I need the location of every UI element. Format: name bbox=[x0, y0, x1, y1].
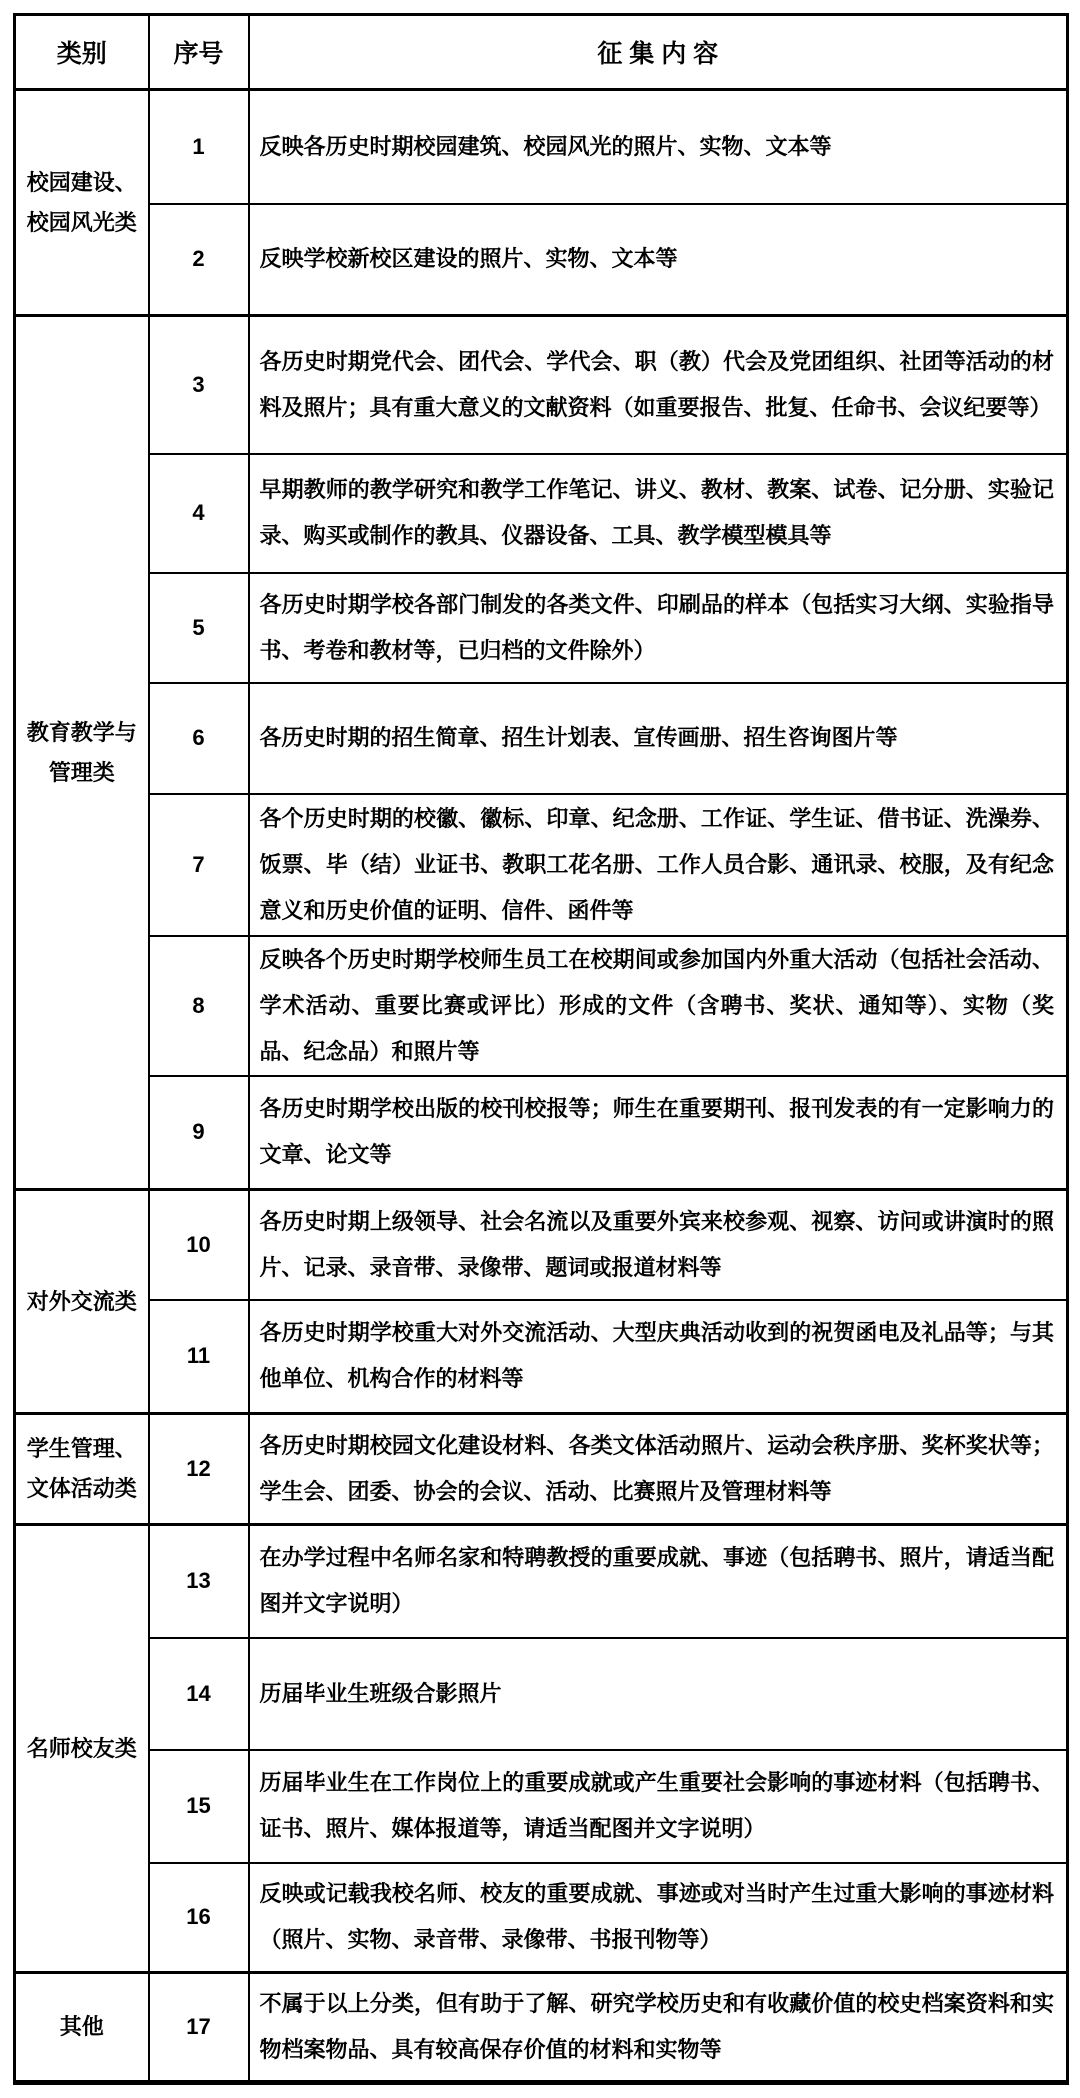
content-cell: 各历史时期学校各部门制发的各类文件、印刷品的样本（包括实习大纲、实验指导书、考卷和教材等，已归档的文件除外） bbox=[249, 573, 1068, 683]
content-cell: 各个历史时期的校徽、徽标、印章、纪念册、工作证、学生证、借书证、洗澡券、饭票、毕（结）业证书、教职工花名册、工作人员合影、通讯录、校服，及有纪念意义和历史价值的证明、信件、函件等 bbox=[249, 794, 1068, 936]
collection-content-table bbox=[13, 13, 1069, 2085]
number-cell: 11 bbox=[149, 1300, 249, 1414]
table-row bbox=[15, 204, 1068, 316]
table-row bbox=[15, 1750, 1068, 1863]
number-cell: 12 bbox=[149, 1414, 249, 1525]
number-cell: 8 bbox=[149, 936, 249, 1076]
content-cell: 反映学校新校区建设的照片、实物、文本等 bbox=[249, 204, 1068, 316]
category-cell: 教育教学与管理类 bbox=[15, 316, 149, 1190]
table-row bbox=[15, 794, 1068, 936]
number-cell: 2 bbox=[149, 204, 249, 316]
category-cell: 校园建设、校园风光类 bbox=[15, 90, 149, 316]
content-cell: 各历史时期上级领导、社会名流以及重要外宾来校参观、视察、访问或讲演时的照片、记录、录音带、录像带、题词或报道材料等 bbox=[249, 1190, 1068, 1300]
number-cell: 14 bbox=[149, 1638, 249, 1750]
number-cell: 17 bbox=[149, 1973, 249, 2083]
content-cell: 在办学过程中名师名家和特聘教授的重要成就、事迹（包括聘书、照片，请适当配图并文字说明） bbox=[249, 1525, 1068, 1638]
category-cell: 其他 bbox=[15, 1973, 149, 2083]
content-cell: 反映各个历史时期学校师生员工在校期间或参加国内外重大活动（包括社会活动、学术活动、重要比赛或评比）形成的文件（含聘书、奖状、通知等）、实物（奖品、纪念品）和照片等 bbox=[249, 936, 1068, 1076]
content-cell: 历届毕业生班级合影照片 bbox=[249, 1638, 1068, 1750]
number-cell: 3 bbox=[149, 316, 249, 454]
table-row bbox=[15, 454, 1068, 573]
content-cell: 历届毕业生在工作岗位上的重要成就或产生重要社会影响的事迹材料（包括聘书、证书、照片、媒体报道等，请适当配图并文字说明） bbox=[249, 1750, 1068, 1863]
table-row bbox=[15, 683, 1068, 794]
content-cell: 早期教师的教学研究和教学工作笔记、讲义、教材、教案、试卷、记分册、实验记录、购买或制作的教具、仪器设备、工具、教学模型模具等 bbox=[249, 454, 1068, 573]
table-row bbox=[15, 573, 1068, 683]
content-cell: 反映各历史时期校园建筑、校园风光的照片、实物、文本等 bbox=[249, 90, 1068, 204]
table-row bbox=[15, 1863, 1068, 1973]
number-cell: 15 bbox=[149, 1750, 249, 1863]
content-cell: 各历史时期学校重大对外交流活动、大型庆典活动收到的祝贺函电及礼品等；与其他单位、机构合作的材料等 bbox=[249, 1300, 1068, 1414]
number-cell: 1 bbox=[149, 90, 249, 204]
table-row bbox=[15, 1973, 1068, 2083]
table-row bbox=[15, 1525, 1068, 1638]
table-header-row bbox=[15, 15, 1068, 90]
table-row bbox=[15, 1076, 1068, 1190]
number-cell: 7 bbox=[149, 794, 249, 936]
content-cell: 反映或记载我校名师、校友的重要成就、事迹或对当时产生过重大影响的事迹材料（照片、实物、录音带、录像带、书报刊物等） bbox=[249, 1863, 1068, 1973]
content-cell: 各历史时期校园文化建设材料、各类文体活动照片、运动会秩序册、奖杯奖状等；学生会、团委、协会的会议、活动、比赛照片及管理材料等 bbox=[249, 1414, 1068, 1525]
table-row bbox=[15, 90, 1068, 204]
content-cell: 各历史时期的招生简章、招生计划表、宣传画册、招生咨询图片等 bbox=[249, 683, 1068, 794]
col-header-number: 序号 bbox=[149, 15, 249, 90]
table-row bbox=[15, 936, 1068, 1076]
col-header-category: 类别 bbox=[15, 15, 149, 90]
number-cell: 6 bbox=[149, 683, 249, 794]
table-row bbox=[15, 1300, 1068, 1414]
number-cell: 13 bbox=[149, 1525, 249, 1638]
col-header-content: 征 集 内 容 bbox=[249, 15, 1068, 90]
table-row bbox=[15, 1190, 1068, 1300]
content-cell: 各历史时期党代会、团代会、学代会、职（教）代会及党团组织、社团等活动的材料及照片；具有重大意义的文献资料（如重要报告、批复、任命书、会议纪要等） bbox=[249, 316, 1068, 454]
category-cell: 名师校友类 bbox=[15, 1525, 149, 1973]
number-cell: 9 bbox=[149, 1076, 249, 1190]
number-cell: 10 bbox=[149, 1190, 249, 1300]
content-cell: 各历史时期学校出版的校刊校报等；师生在重要期刊、报刊发表的有一定影响力的文章、论文等 bbox=[249, 1076, 1068, 1190]
table-row bbox=[15, 1638, 1068, 1750]
category-cell: 学生管理、文体活动类 bbox=[15, 1414, 149, 1525]
content-cell: 不属于以上分类，但有助于了解、研究学校历史和有收藏价值的校史档案资料和实物档案物品、具有较高保存价值的材料和实物等 bbox=[249, 1973, 1068, 2083]
table-row bbox=[15, 1414, 1068, 1525]
category-cell: 对外交流类 bbox=[15, 1190, 149, 1414]
number-cell: 5 bbox=[149, 573, 249, 683]
number-cell: 4 bbox=[149, 454, 249, 573]
table-row bbox=[15, 316, 1068, 454]
number-cell: 16 bbox=[149, 1863, 249, 1973]
